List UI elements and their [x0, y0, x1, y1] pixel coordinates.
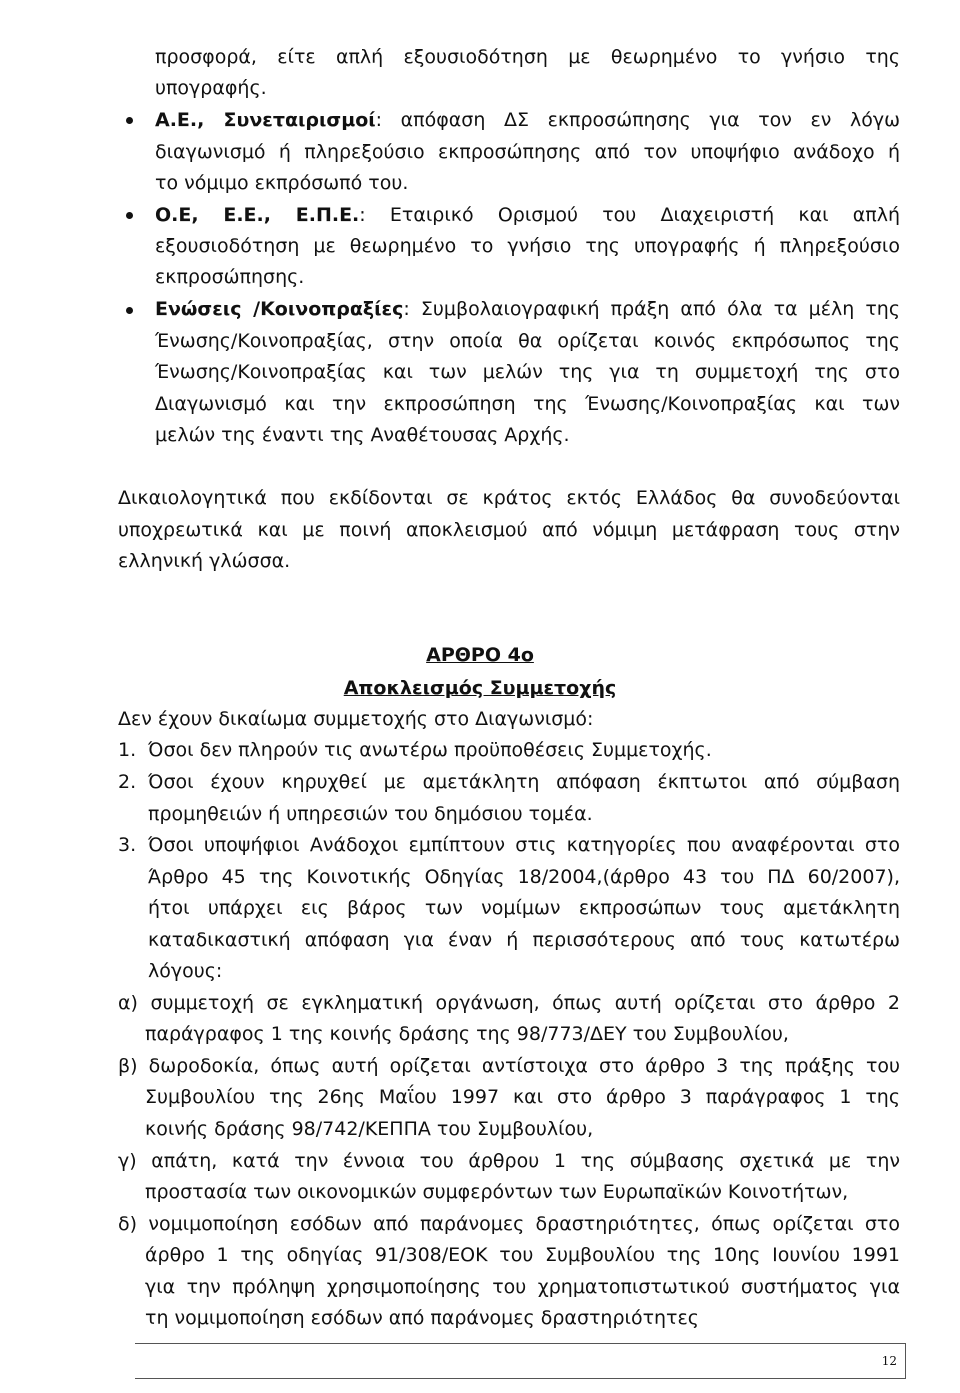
text-line: Ένωσης/Κοινοπραξίας, στην οποία θα ορίζεται κοινός εκπρόσωπος της — [155, 330, 900, 352]
article-intro: Δεν έχουν δικαίωμα συμμετοχής στο Διαγωνισμό: — [118, 708, 594, 730]
bullet-line-ae — [155, 105, 900, 135]
text-line: διαγωνισμό ή πληρεξούσιο εκπροσώπησης από τον υποψήφιο ανάδοχο ή — [155, 141, 900, 163]
bullet-label-oe: Ο.Ε, Ε.Ε., Ε.Π.Ε. — [155, 204, 360, 226]
paragraph-line: υποχρεωτικά και με ποινή αποκλεισμού από νόμιμη μετάφραση τους στην — [118, 519, 900, 541]
list-item-text: Όσοι έχουν κηρυχθεί με αμετάκλητη απόφαση έκπτωτοι από σύμβαση — [148, 771, 900, 793]
lettered-item-text: δ) νομιμοποίηση εσόδων από παράνομες δραστηριότητες, όπως ορίζεται στο — [118, 1213, 900, 1235]
text-line: Ένωσης/Κοινοπραξίας και των μελών της για τη συμμετοχή της στο — [155, 361, 900, 383]
bullet-label-enoseis: Ενώσεις /Κοινοπραξίες — [155, 298, 404, 320]
lettered-item-text: β) δωροδοκία, όπως αυτή ορίζεται αντίστοιχα στο άρθρο 3 της πράξης του — [118, 1055, 900, 1077]
list-item-text: προμηθειών ή υπηρεσιών του δημόσιου τομέα. — [148, 803, 593, 825]
lettered-item-text: κοινής δράσης 98/742/ΚΕΠΠΑ του Συμβουλίου, — [145, 1118, 594, 1140]
list-number: 2. — [118, 771, 137, 793]
bullet-label-ae: Α.Ε., Συνεταιρισμοί — [155, 109, 376, 131]
lettered-item-text: για την πρόληψη χρησιμοποίησης του χρηματοπιστωτικού συστήματος για — [145, 1276, 900, 1298]
text-line: μελών της έναντι της Αναθέτουσας Αρχής. — [155, 424, 570, 446]
text-line: εκπροσώπησης. — [155, 266, 305, 288]
list-number: 1. — [118, 739, 137, 761]
text-line: υπογραφής. — [155, 77, 267, 99]
bullet-text-oe: : Εταιρικό Ορισμού του Διαχειριστή και απλή — [359, 204, 900, 226]
lettered-item-text: προστασία των οικονομικών συμφερόντων των Ευρωπαϊκών Κοινοτήτων, — [145, 1181, 849, 1203]
list-item-text: καταδικαστική απόφαση για έναν ή περισσότερους από τους κατωτέρω — [148, 929, 900, 951]
lettered-item-text: παράγραφος 1 της κοινής δράσης της 98/773/ΔΕΥ του Συμβουλίου, — [145, 1023, 789, 1045]
text-line: Διαγωνισμό και την εκπροσώπηση της Ένωσης/Κοινοπραξίας και των — [155, 393, 900, 415]
text-line: προσφορά, είτε απλή εξουσιοδότηση με θεωρημένο το γνήσιο της — [155, 46, 900, 68]
bullet-line-enoseis — [155, 294, 900, 324]
lettered-item-text: γ) απάτη, κατά την έννοια του άρθρου 1 της σύμβασης σχετικά με την — [118, 1150, 900, 1172]
bullet-icon — [126, 212, 133, 219]
bullet-text-ae: : απόφαση ΔΣ εκπροσώπησης για τον εν λόγω — [375, 109, 900, 131]
list-item-text: λόγους: — [148, 960, 223, 982]
text-line: το νόμιμο εκπρόσωπό του. — [155, 172, 409, 194]
paragraph-line: Δικαιολογητικά που εκδίδονται σε κράτος εκτός Ελλάδος θα συνοδεύονται — [118, 487, 900, 509]
lettered-item-text: τη νομιμοποίηση εσόδων από παράνομες δραστηριότητες — [145, 1307, 699, 1329]
list-item-text: Όσοι υποψήφιοι Ανάδοχοι εμπίπτουν στις κατηγορίες που αναφέρονται στο — [148, 834, 900, 856]
list-item-text: ήτοι υπάρχει εις βάρος των νομίμων εκπροσώπων τους αμετάκλητη — [148, 897, 900, 919]
list-number: 3. — [118, 834, 137, 856]
lettered-item-text: άρθρο 1 της οδηγίας 91/308/ΕΟΚ του Συμβουλίου της 10ης Ιουνίου 1991 — [145, 1244, 900, 1266]
text-line: εξουσιοδότηση με θεωρημένο το γνήσιο της υπογραφής ή πληρεξούσιο — [155, 235, 900, 257]
page-footer — [135, 1343, 906, 1379]
list-item-text: Όσοι δεν πληρούν τις ανωτέρω προϋποθέσεις Συμμετοχής. — [148, 739, 712, 761]
bullet-icon — [126, 307, 133, 314]
page-number: 12 — [881, 1354, 897, 1368]
bullet-text-enoseis: : Συμβολαιογραφική πράξη από όλα τα μέλη της — [403, 298, 900, 320]
article-title: ΑΡΘΡΟ 4ο — [426, 644, 534, 666]
lettered-item-text: Συμβουλίου της 26ης Μαΐου 1997 και στο άρθρο 3 παράγραφος 1 της — [145, 1086, 900, 1108]
article-subtitle: Αποκλεισμός Συμμετοχής — [343, 677, 617, 699]
lettered-item-text: α) συμμετοχή σε εγκληματική οργάνωση, όπως αυτή ορίζεται στο άρθρο 2 — [118, 992, 900, 1014]
list-item-text: Άρθρο 45 της Κοινοτικής Οδηγίας 18/2004,(άρθρο 43 του ΠΔ 60/2007), — [148, 866, 900, 888]
bullet-line-oe — [155, 200, 900, 230]
paragraph-line: ελληνική γλώσσα. — [118, 550, 291, 572]
bullet-icon — [126, 117, 133, 124]
